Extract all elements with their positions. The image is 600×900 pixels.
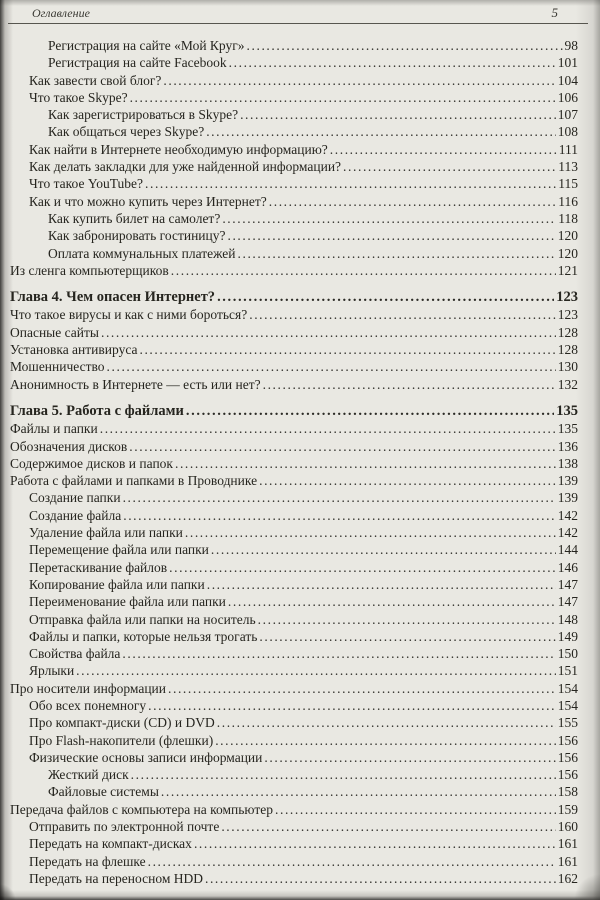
toc-entry-label: Про Flash-накопители (флешки)	[29, 732, 214, 748]
toc-dot-leader	[148, 853, 556, 870]
toc-entry-label: Анонимность в Интернете — есть или нет?	[10, 376, 261, 392]
toc-entry	[10, 732, 578, 749]
toc-entry-page-number: 123	[556, 289, 578, 306]
toc-entry-page-number: 135	[557, 421, 578, 437]
toc-entry	[10, 193, 578, 210]
toc-dot-leader	[247, 37, 563, 54]
toc-entry-page-number: 101	[557, 55, 578, 71]
toc-entry	[10, 376, 578, 393]
page-header	[8, 6, 588, 20]
toc-entry-label: Удаление файла или папки	[29, 525, 183, 541]
toc-entry-page-number: 139	[557, 490, 578, 506]
toc-dot-leader	[343, 158, 556, 175]
toc-entry-page-number: 118	[558, 210, 578, 226]
toc-entry-page-number: 135	[556, 402, 578, 419]
toc-entry	[10, 662, 578, 679]
toc-entry-page-number: 147	[557, 594, 578, 610]
toc-entry-page-number: 148	[557, 611, 578, 627]
toc-dot-leader	[240, 106, 556, 123]
toc-entry-page-number: 154	[557, 697, 578, 713]
toc-entry-label: Мошенничество	[10, 359, 105, 375]
toc-entry	[10, 783, 578, 800]
toc-entry-page-number: 106	[557, 89, 578, 105]
toc-entry-label: Ярлыки	[29, 663, 75, 679]
toc-entry-label: Файлы и папки, которые нельзя трогать	[29, 628, 258, 644]
toc-dot-leader	[259, 472, 556, 489]
toc-entry	[10, 141, 578, 158]
toc-dot-leader	[161, 783, 556, 800]
toc-dot-leader	[145, 175, 556, 192]
toc-entry-page-number: 149	[557, 628, 578, 644]
running-header-title: Оглавление	[32, 6, 90, 20]
toc-dot-leader	[258, 611, 556, 628]
toc-entry-page-number: 130	[557, 359, 578, 375]
toc-entry-label: Обозначения дисков	[10, 438, 128, 454]
toc-entry	[10, 628, 578, 645]
toc-entry-label: Регистрация на сайте «Мой Круг»	[48, 38, 245, 53]
toc-dot-leader	[123, 507, 556, 524]
toc-entry-page-number: 142	[557, 507, 578, 523]
toc-entry-page-number: 150	[557, 646, 578, 662]
toc-dot-leader	[217, 289, 554, 306]
toc-entry-label: Как зарегистрироваться в Skype?	[48, 107, 239, 123]
toc-entry	[10, 801, 578, 818]
toc-entry-page-number: 156	[557, 749, 578, 765]
toc-entry-label: Опасные сайты	[10, 324, 99, 340]
toc-entry-label: Переименование файла или папки	[29, 594, 226, 610]
toc-entry-label: Отправить по электронной почте	[29, 819, 220, 835]
toc-entry	[10, 262, 578, 279]
toc-entry-page-number: 154	[557, 680, 578, 696]
toc-dot-leader	[227, 227, 555, 244]
toc-entry	[10, 576, 578, 593]
toc-entry-page-number: 111	[558, 141, 578, 157]
toc-entry-label: Обо всех понемногу	[29, 697, 147, 713]
toc-entry-page-number: 139	[557, 473, 578, 489]
toc-dot-leader	[76, 662, 556, 679]
toc-dot-leader	[207, 576, 556, 593]
toc-entry	[10, 835, 578, 852]
toc-dot-leader	[101, 324, 556, 341]
toc-entry	[10, 72, 578, 89]
toc-entry-page-number: 151	[557, 663, 578, 679]
toc-entry-label: Физические основы записи информации	[29, 749, 263, 765]
toc-entry	[10, 106, 578, 123]
toc-dot-leader	[264, 749, 555, 766]
toc-entry-label: Как делать закладки для уже найденной информации?	[29, 159, 342, 175]
toc-entry-page-number: 156	[557, 732, 578, 748]
header-divider-line	[8, 23, 588, 24]
toc-entry	[10, 455, 578, 472]
toc-entry	[10, 489, 578, 506]
toc-entry-label: Как общаться через Skype?	[48, 124, 205, 140]
toc-entry	[10, 158, 578, 175]
toc-entry	[10, 541, 578, 558]
toc-dot-leader	[171, 262, 556, 279]
toc-entry	[10, 175, 578, 192]
toc-dot-leader	[221, 818, 555, 835]
toc-dot-leader	[131, 766, 556, 783]
toc-entry	[10, 438, 578, 455]
page-content	[8, 6, 588, 900]
toc-entry-label: Передать на компакт-дисках	[29, 836, 192, 852]
toc-entry	[10, 853, 578, 870]
toc-entry-label: Как найти в Интернете необходимую информацию?	[29, 141, 328, 157]
toc-dot-leader	[229, 54, 556, 71]
toc-entry-label: Жесткий диск	[48, 767, 129, 783]
toc-entry-page-number: 120	[557, 228, 578, 244]
toc-entry-label: Перемещение файла или папки	[29, 542, 209, 558]
toc-dot-leader	[263, 376, 556, 393]
toc-entry	[10, 507, 578, 524]
toc-dot-leader	[169, 559, 556, 576]
toc-entry	[10, 611, 578, 628]
toc-entry-label: Создание папки	[29, 490, 121, 506]
toc-dot-leader	[122, 645, 555, 662]
toc-entry-page-number: 136	[557, 438, 578, 454]
toc-dot-leader	[185, 524, 556, 541]
toc-chapter-entry	[10, 403, 578, 420]
toc-entry-page-number: 113	[558, 159, 578, 175]
toc-entry-page-number: 142	[557, 525, 578, 541]
toc-entry	[10, 593, 578, 610]
toc-entry-label: Создание файла	[29, 507, 122, 523]
toc-dot-leader	[129, 438, 555, 455]
toc-entry	[10, 210, 578, 227]
toc-dot-leader	[275, 801, 556, 818]
toc-entry	[10, 245, 578, 262]
toc-entry-page-number: 158	[557, 784, 578, 800]
toc-entry-label: Регистрация на сайте Facebook	[48, 55, 227, 71]
toc-dot-leader	[168, 680, 556, 697]
toc-dot-leader	[269, 193, 557, 210]
toc-entry-page-number: 161	[557, 853, 578, 869]
toc-entry-label: Как и что можно купить через Интернет?	[29, 193, 267, 209]
toc-entry	[10, 37, 578, 54]
toc-entry	[10, 54, 578, 71]
toc-entry	[10, 697, 578, 714]
toc-dot-leader	[107, 358, 556, 375]
toc-entry-page-number: 128	[557, 324, 578, 340]
toc-entry-page-number: 159	[557, 801, 578, 817]
toc-entry	[10, 472, 578, 489]
toc-entry-page-number: 155	[557, 715, 578, 731]
toc-entry-page-number: 98	[564, 38, 578, 53]
toc-entry-label: Перетаскивание файлов	[29, 559, 168, 575]
toc-entry-label: Файлы и папки	[10, 421, 98, 437]
toc-entry-page-number: 128	[557, 342, 578, 358]
toc-dot-leader	[175, 455, 556, 472]
toc-entry	[10, 524, 578, 541]
toc-entry-label: Копирование файла или папки	[29, 576, 205, 592]
toc-entry-page-number: 108	[557, 124, 578, 140]
toc-entry-page-number: 132	[557, 376, 578, 392]
toc-entry	[10, 645, 578, 662]
toc-entry	[10, 324, 578, 341]
toc-entry-label: Что такое вирусы и как с ними бороться?	[10, 307, 248, 323]
toc-dot-leader	[215, 732, 556, 749]
toc-entry-label: Что такое Skype?	[29, 89, 128, 105]
toc-entry-page-number: 116	[558, 193, 578, 209]
toc-dot-leader	[238, 245, 556, 262]
table-of-contents	[8, 37, 588, 887]
toc-entry-label: Что такое YouTube?	[29, 176, 143, 192]
toc-dot-leader	[206, 123, 556, 140]
toc-entry	[10, 89, 578, 106]
toc-dot-leader	[205, 870, 556, 887]
toc-entry-label: Про носители информации	[10, 680, 166, 696]
toc-chapter-entry	[10, 289, 578, 306]
toc-dot-leader	[100, 420, 556, 437]
toc-entry-page-number: 121	[557, 262, 578, 278]
toc-entry	[10, 714, 578, 731]
toc-entry-page-number: 161	[557, 836, 578, 852]
toc-entry-page-number: 156	[557, 767, 578, 783]
toc-entry-page-number: 115	[558, 176, 578, 192]
toc-dot-leader	[139, 341, 555, 358]
toc-dot-leader	[163, 72, 555, 89]
toc-entry-page-number: 123	[557, 307, 578, 323]
toc-entry	[10, 766, 578, 783]
toc-dot-leader	[222, 210, 556, 227]
toc-entry-label: Из сленга компьютерщиков	[10, 262, 169, 278]
toc-entry-page-number: 162	[557, 870, 578, 886]
toc-entry-label: Как завести свой блог?	[29, 72, 162, 88]
toc-dot-leader	[123, 489, 556, 506]
toc-entry-label: Установка антивируса	[10, 342, 138, 358]
toc-entry-label: Работа с файлами и папками в Проводнике	[10, 473, 258, 489]
toc-entry-page-number: 138	[557, 455, 578, 471]
toc-entry-label: Как купить билет на самолет?	[48, 210, 221, 226]
toc-entry	[10, 227, 578, 244]
toc-dot-leader	[259, 628, 555, 645]
toc-entry-page-number: 160	[557, 819, 578, 835]
toc-entry-page-number: 107	[557, 107, 578, 123]
toc-entry-page-number: 146	[557, 559, 578, 575]
toc-entry	[10, 680, 578, 697]
toc-dot-leader	[249, 306, 556, 323]
toc-entry-label: Как забронировать гостиницу?	[48, 228, 226, 244]
toc-entry-label: Передать на переносном HDD	[29, 870, 203, 886]
toc-entry-label: Содержимое дисков и папок	[10, 455, 173, 471]
toc-dot-leader	[148, 697, 556, 714]
toc-entry-label: Глава 5. Работа с файлами	[10, 402, 184, 419]
toc-dot-leader	[211, 541, 556, 558]
header-page-number: 5	[551, 5, 558, 20]
toc-entry-page-number: 104	[557, 72, 578, 88]
toc-entry	[10, 870, 578, 887]
toc-entry-page-number: 147	[557, 576, 578, 592]
toc-entry-label: Оплата коммунальных платежей	[48, 245, 236, 261]
toc-entry-label: Файловые системы	[48, 784, 159, 800]
toc-entry	[10, 818, 578, 835]
toc-entry	[10, 749, 578, 766]
toc-entry-label: Передача файлов с компьютера на компьютер	[10, 801, 273, 817]
toc-dot-leader	[186, 403, 554, 420]
toc-dot-leader	[217, 714, 556, 731]
toc-entry-label: Отправка файла или папки на носитель	[29, 611, 256, 627]
toc-entry	[10, 420, 578, 437]
toc-entry-label: Свойства файла	[29, 646, 121, 662]
toc-entry	[10, 306, 578, 323]
toc-entry	[10, 341, 578, 358]
toc-entry-label: Передать на флешке	[29, 853, 146, 869]
toc-dot-leader	[228, 593, 556, 610]
toc-dot-leader	[130, 89, 556, 106]
toc-entry-page-number: 120	[557, 245, 578, 261]
toc-entry	[10, 559, 578, 576]
toc-entry	[10, 358, 578, 375]
toc-entry-label: Глава 4. Чем опасен Интернет?	[10, 289, 216, 306]
toc-dot-leader	[330, 141, 557, 158]
toc-entry-page-number: 144	[557, 542, 578, 558]
toc-dot-leader	[194, 835, 556, 852]
toc-entry-label: Про компакт-диски (CD) и DVD	[29, 715, 215, 731]
toc-entry	[10, 123, 578, 140]
